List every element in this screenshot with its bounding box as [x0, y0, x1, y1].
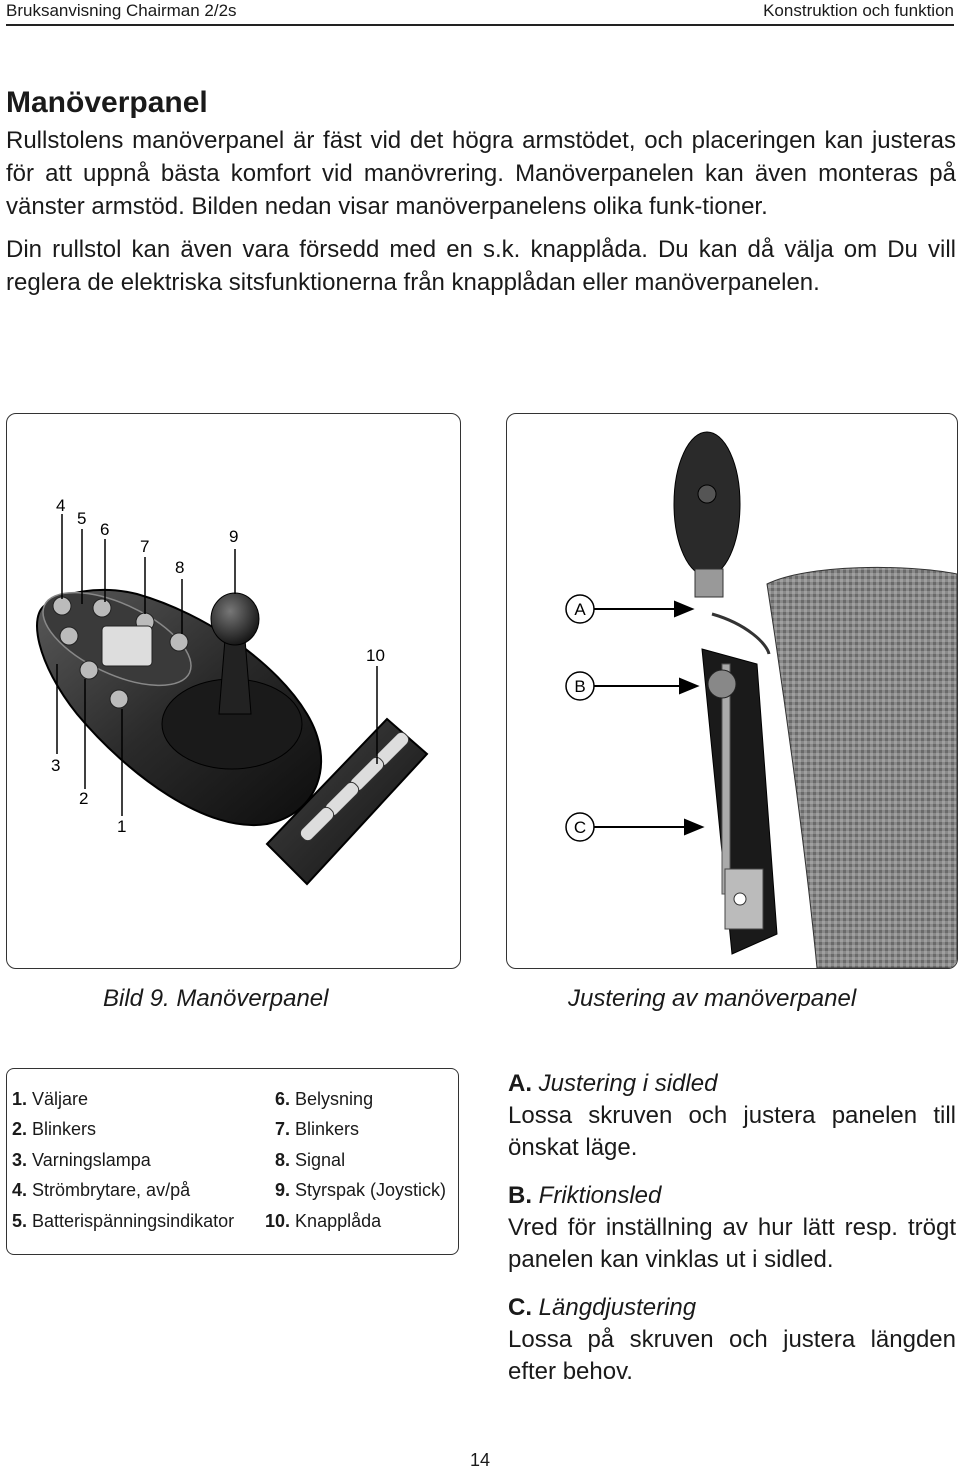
legend-item: 2. Blinkers — [12, 1119, 97, 1139]
armrest-upholstery — [767, 567, 957, 968]
adjustment-item: C. Längdjustering Lossa på skruven och justera längden efter behov. — [508, 1292, 956, 1388]
callout-9: 9 — [229, 527, 239, 546]
intro-text — [6, 124, 956, 309]
callout-b: B — [574, 677, 586, 696]
control-panel-illustration — [7, 414, 460, 968]
callout-7: 7 — [140, 537, 150, 556]
intro-paragraph: Rullstolens manöverpanel är fäst vid det högra armstödet, och placeringen kan justeras för att uppnå bästa komfort vid manövrering. Manöverpanelen kan även monteras på vänster armstöd. Bilden nedan visar manöverpanelens olika funk-tioner. — [6, 127, 956, 220]
adjustment-item: B. Friktionsled Vred för inställning av hur lätt resp. trögt panelen kan vinklas ut i sidled. — [508, 1180, 956, 1276]
mounting-bracket — [702, 649, 777, 954]
figure-control-panel — [6, 413, 461, 969]
legend-item: 1. Väljare — [12, 1089, 89, 1109]
figure-adjustment — [506, 413, 958, 969]
adjustment-arrows — [594, 602, 702, 834]
adjustment-text: Lossa skruven och justera panelen till önskat läge. — [508, 1102, 956, 1161]
callout-4: 4 — [56, 496, 66, 515]
control-head — [674, 432, 769, 654]
adjustment-list — [508, 1068, 956, 1404]
adjustment-item: A. Justering i sidled Lossa skruven och justera panelen till önskat läge. — [508, 1068, 956, 1164]
callout-5: 5 — [77, 509, 87, 528]
legend-item: 5. Batterispänningsindikator — [12, 1211, 235, 1231]
callout-6: 6 — [100, 520, 110, 539]
legend-box — [6, 1068, 459, 1255]
header-right: Konstruktion och funktion — [763, 1, 954, 20]
callout-c: C — [573, 818, 587, 837]
intro-paragraph: Din rullstol kan även vara försedd med en s.k. knapplåda. Du kan då välja om Du vill reglera de elektriska sitsfunktionerna från knapplådan eller manöverpanelen. — [6, 236, 956, 296]
page-title: Manöverpanel — [6, 86, 208, 119]
adjustment-illustration — [507, 414, 957, 968]
callout-2: 2 — [79, 789, 89, 808]
callout-1: 1 — [117, 817, 127, 836]
legend-item: 6. Belysning — [275, 1089, 374, 1109]
legend-item: 4. Strömbrytare, av/på — [12, 1180, 191, 1200]
adjustment-text: Vred för inställning av hur lätt resp. trögt panelen kan vinklas ut i sidled. — [508, 1214, 956, 1273]
page-number: 14 — [469, 1450, 491, 1470]
legend-item: 3. Varningslampa — [12, 1150, 151, 1170]
adjustment-text: Lossa på skruven och justera längden efter behov. — [508, 1326, 956, 1385]
figure-caption-left: Bild 9. Manöverpanel — [103, 985, 329, 1012]
page-header — [6, 0, 954, 26]
legend-item: 7. Blinkers — [275, 1119, 360, 1139]
legend-item: 9. Styrspak (Joystick) — [275, 1180, 447, 1200]
callout-10: 10 — [366, 646, 385, 665]
callout-3: 3 — [51, 756, 61, 775]
figure-caption-right: Justering av manöverpanel — [568, 985, 857, 1012]
legend-item: 8. Signal — [275, 1150, 346, 1170]
callout-a: A — [574, 600, 586, 619]
legend-item: 10. Knapplåda — [265, 1211, 382, 1231]
callout-8: 8 — [175, 558, 185, 577]
header-left: Bruksanvisning Chairman 2/2s — [6, 1, 237, 20]
